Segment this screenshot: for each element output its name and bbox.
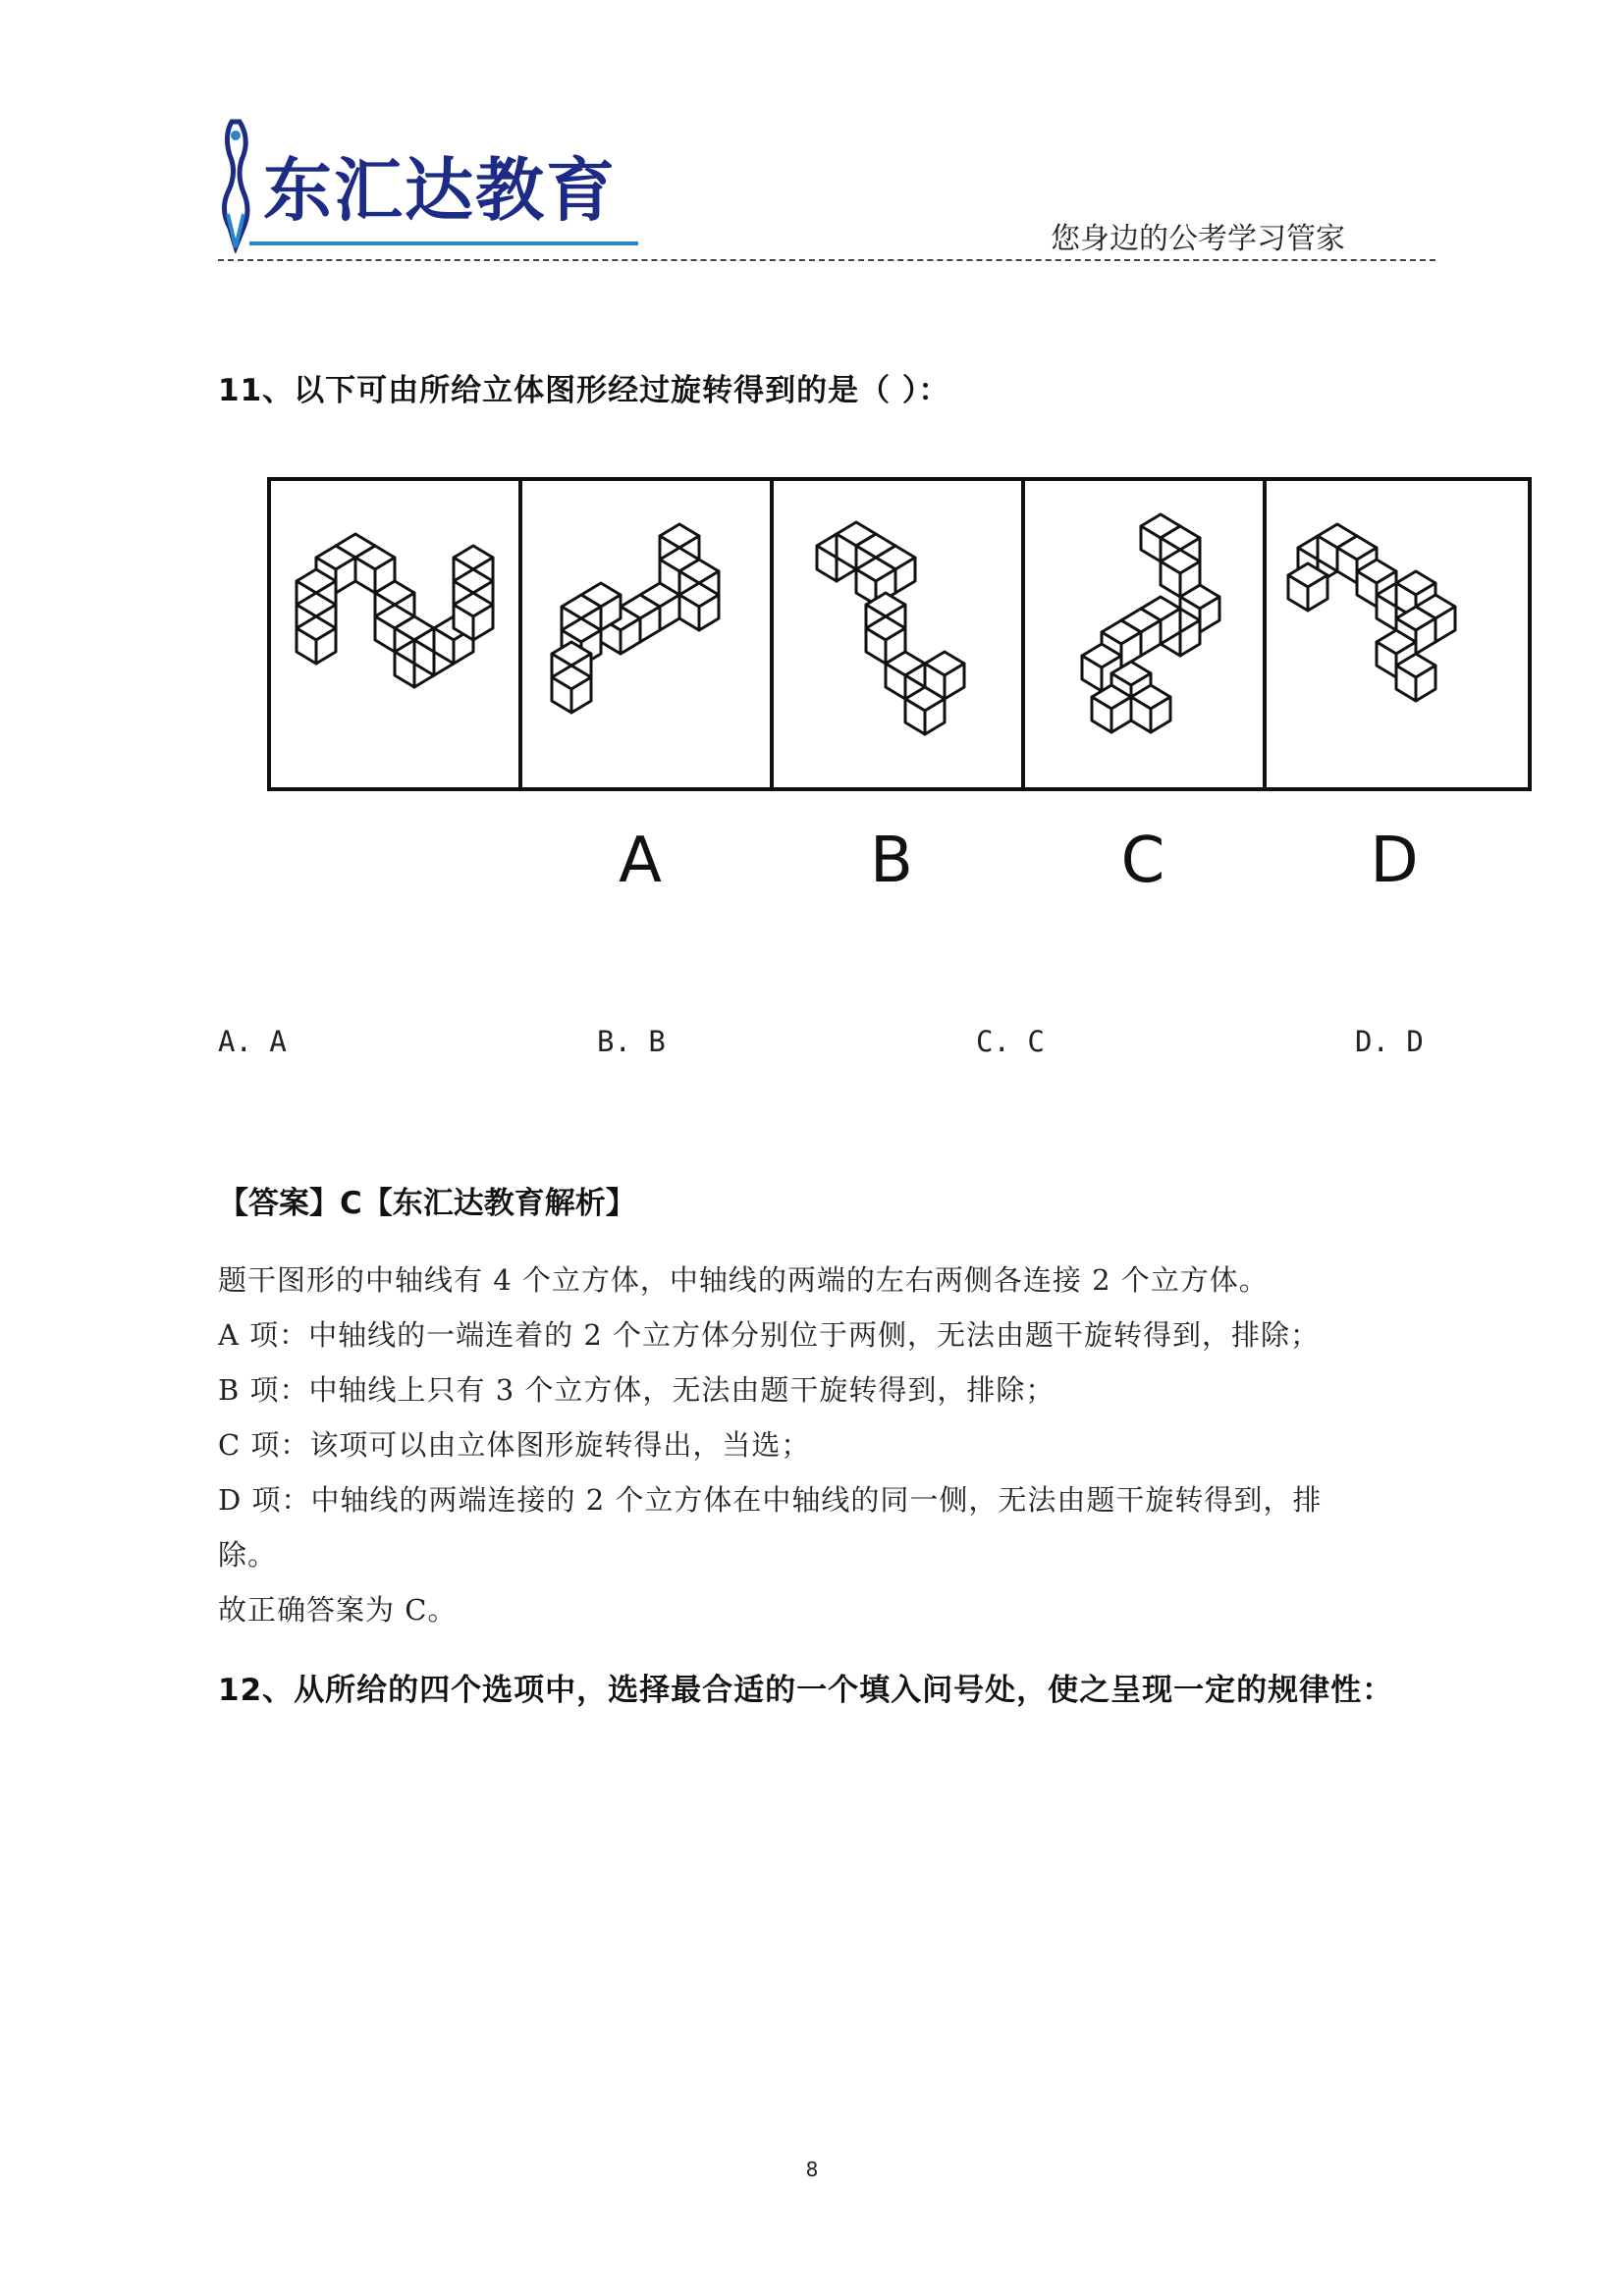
analysis-line: 题干图形的中轴线有 4 个立方体，中轴线的两端的左右两侧各连接 2 个立方体。 (218, 1263, 1269, 1297)
question-11-title: 11、以下可由所给立体图形经过旋转得到的是（ ）： (218, 373, 950, 408)
logo (214, 116, 646, 253)
figure-option-labels (267, 825, 1532, 903)
logo-text: 东汇达教育 (263, 150, 617, 231)
analysis-line: C 项：该项可以由立体图形旋转得出，当选； (218, 1428, 811, 1462)
header-divider (218, 259, 1435, 261)
analysis-line: D 项：中轴线的两端连接的 2 个立方体在中轴线的同一侧，无法由题干旋转得到，排 (218, 1483, 1323, 1517)
analysis-line: B 项：中轴线上只有 3 个立方体，无法由题干旋转得到，排除； (218, 1373, 1056, 1407)
answer-analysis (218, 1253, 1435, 1637)
answer-heading: 【答案】C【东汇达教育解析】 (218, 1186, 636, 1221)
figure-label-b: B (870, 825, 913, 897)
figure-label-c: C (1120, 825, 1165, 897)
figure-label-a: A (619, 825, 662, 897)
logo-underline (249, 241, 638, 245)
figure-label-d: D (1370, 825, 1419, 897)
question-11-options (218, 1025, 1435, 1068)
option-d[interactable]: D. D (1355, 1025, 1424, 1058)
page-header (0, 0, 1624, 265)
header-slogan: 您身边的公考学习管家 (1051, 222, 1345, 256)
analysis-line: 除。 (218, 1538, 278, 1572)
analysis-line: 故正确答案为 C。 (218, 1593, 458, 1627)
option-b[interactable]: B. B (597, 1025, 666, 1058)
option-a[interactable]: A. A (218, 1025, 287, 1058)
analysis-line: A 项：中轴线的一端连着的 2 个立方体分别位于两侧，无法由题干旋转得到，排除； (218, 1318, 1321, 1352)
option-c[interactable]: C. C (976, 1025, 1045, 1058)
page-number: 8 (805, 2158, 819, 2181)
question-12-title: 12、从所给的四个选项中，选择最合适的一个填入问号处，使之呈现一定的规律性： (218, 1673, 1394, 1708)
question-11-figure (267, 477, 1532, 801)
